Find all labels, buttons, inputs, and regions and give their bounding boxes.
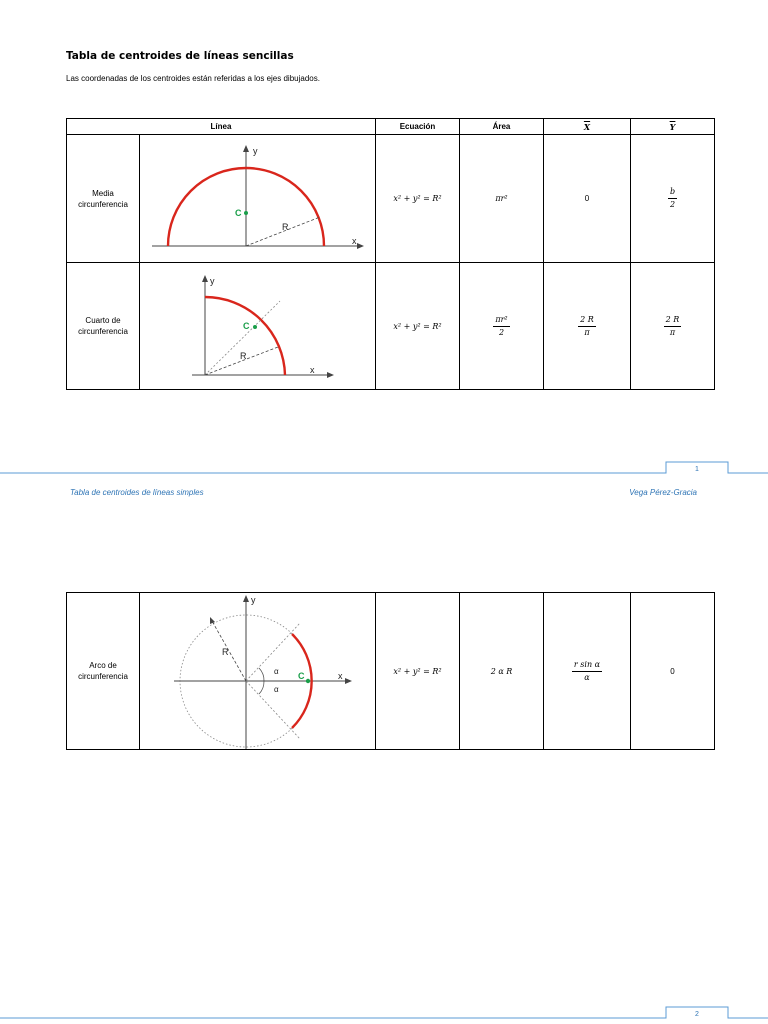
x-axis-label: x bbox=[338, 671, 343, 681]
header-linea: Línea bbox=[67, 119, 376, 135]
centroid-label: C bbox=[298, 671, 305, 681]
centroid-point bbox=[253, 325, 257, 329]
radius-label: R bbox=[240, 351, 247, 361]
centroid-point bbox=[244, 211, 248, 215]
angle-label-top: α bbox=[274, 667, 279, 676]
y-axis-label: y bbox=[210, 276, 215, 286]
page-subtitle: Las coordenadas de los centroides están referidas a los ejes dibujados. bbox=[66, 74, 320, 83]
table-row bbox=[67, 135, 715, 263]
table-row bbox=[67, 263, 715, 390]
area-cell: πr² bbox=[460, 135, 544, 263]
centroid-table-page-1 bbox=[66, 118, 715, 390]
table-row bbox=[67, 593, 715, 750]
xbar-cell: 0 bbox=[544, 135, 631, 263]
ybar-cell: $\frac{b}{2}$ bbox=[631, 135, 715, 263]
diagram-circular-arc bbox=[140, 593, 376, 750]
header-ybar: $\overline{Y}$ bbox=[631, 119, 715, 135]
row-name: Arco de circunferencia bbox=[67, 593, 140, 750]
centroid-point bbox=[306, 679, 310, 683]
header-ecuacion: Ecuación bbox=[376, 119, 460, 135]
header-area: Área bbox=[460, 119, 544, 135]
y-axis-label: y bbox=[251, 595, 256, 605]
angle-label-bottom: α bbox=[274, 685, 279, 694]
table-header-row bbox=[67, 119, 715, 135]
area-cell: $\frac{\text{πr²}}{2}$ bbox=[460, 263, 544, 390]
equation-cell: x² + y² = R² bbox=[376, 263, 460, 390]
ybar-cell: $\frac{2 R}{\pi}$ bbox=[631, 263, 715, 390]
page-2-footer-rule bbox=[0, 1003, 768, 1021]
x-axis-label: x bbox=[310, 365, 315, 375]
equation-cell: x² + y² = R² bbox=[376, 135, 460, 263]
area-cell: 2 α R bbox=[460, 593, 544, 750]
row-name: Media circunferencia bbox=[67, 135, 140, 263]
header-xbar: $\overline{X}$ bbox=[544, 119, 631, 135]
page-number: 2 bbox=[695, 1011, 699, 1018]
centroid-label: C bbox=[243, 321, 250, 331]
row-name: Cuarto de circunferencia bbox=[67, 263, 140, 390]
xbar-cell: $\frac{\text{r sin α}}{\alpha}$ bbox=[544, 593, 631, 750]
radius-label: R bbox=[282, 222, 289, 232]
diagram-half-circle bbox=[140, 135, 376, 263]
page-1-footer-rule bbox=[0, 458, 768, 476]
radius-label: R bbox=[222, 647, 229, 657]
page-number: 1 bbox=[695, 466, 699, 473]
centroid-table-page-2 bbox=[66, 592, 715, 750]
y-axis-label: y bbox=[253, 146, 258, 156]
xbar-cell: $\frac{2 R}{\pi}$ bbox=[544, 263, 631, 390]
page-title: Tabla de centroides de líneas sencillas bbox=[66, 50, 294, 62]
footer-right: Vega Pérez-Gracia bbox=[629, 488, 697, 497]
centroid-label: C bbox=[235, 208, 242, 218]
ybar-cell: 0 bbox=[631, 593, 715, 750]
footer-left: Tabla de centroides de líneas simples bbox=[70, 488, 204, 497]
diagram-quarter-circle bbox=[140, 263, 376, 390]
x-axis-label: x bbox=[352, 236, 357, 246]
equation-cell: x² + y² = R² bbox=[376, 593, 460, 750]
